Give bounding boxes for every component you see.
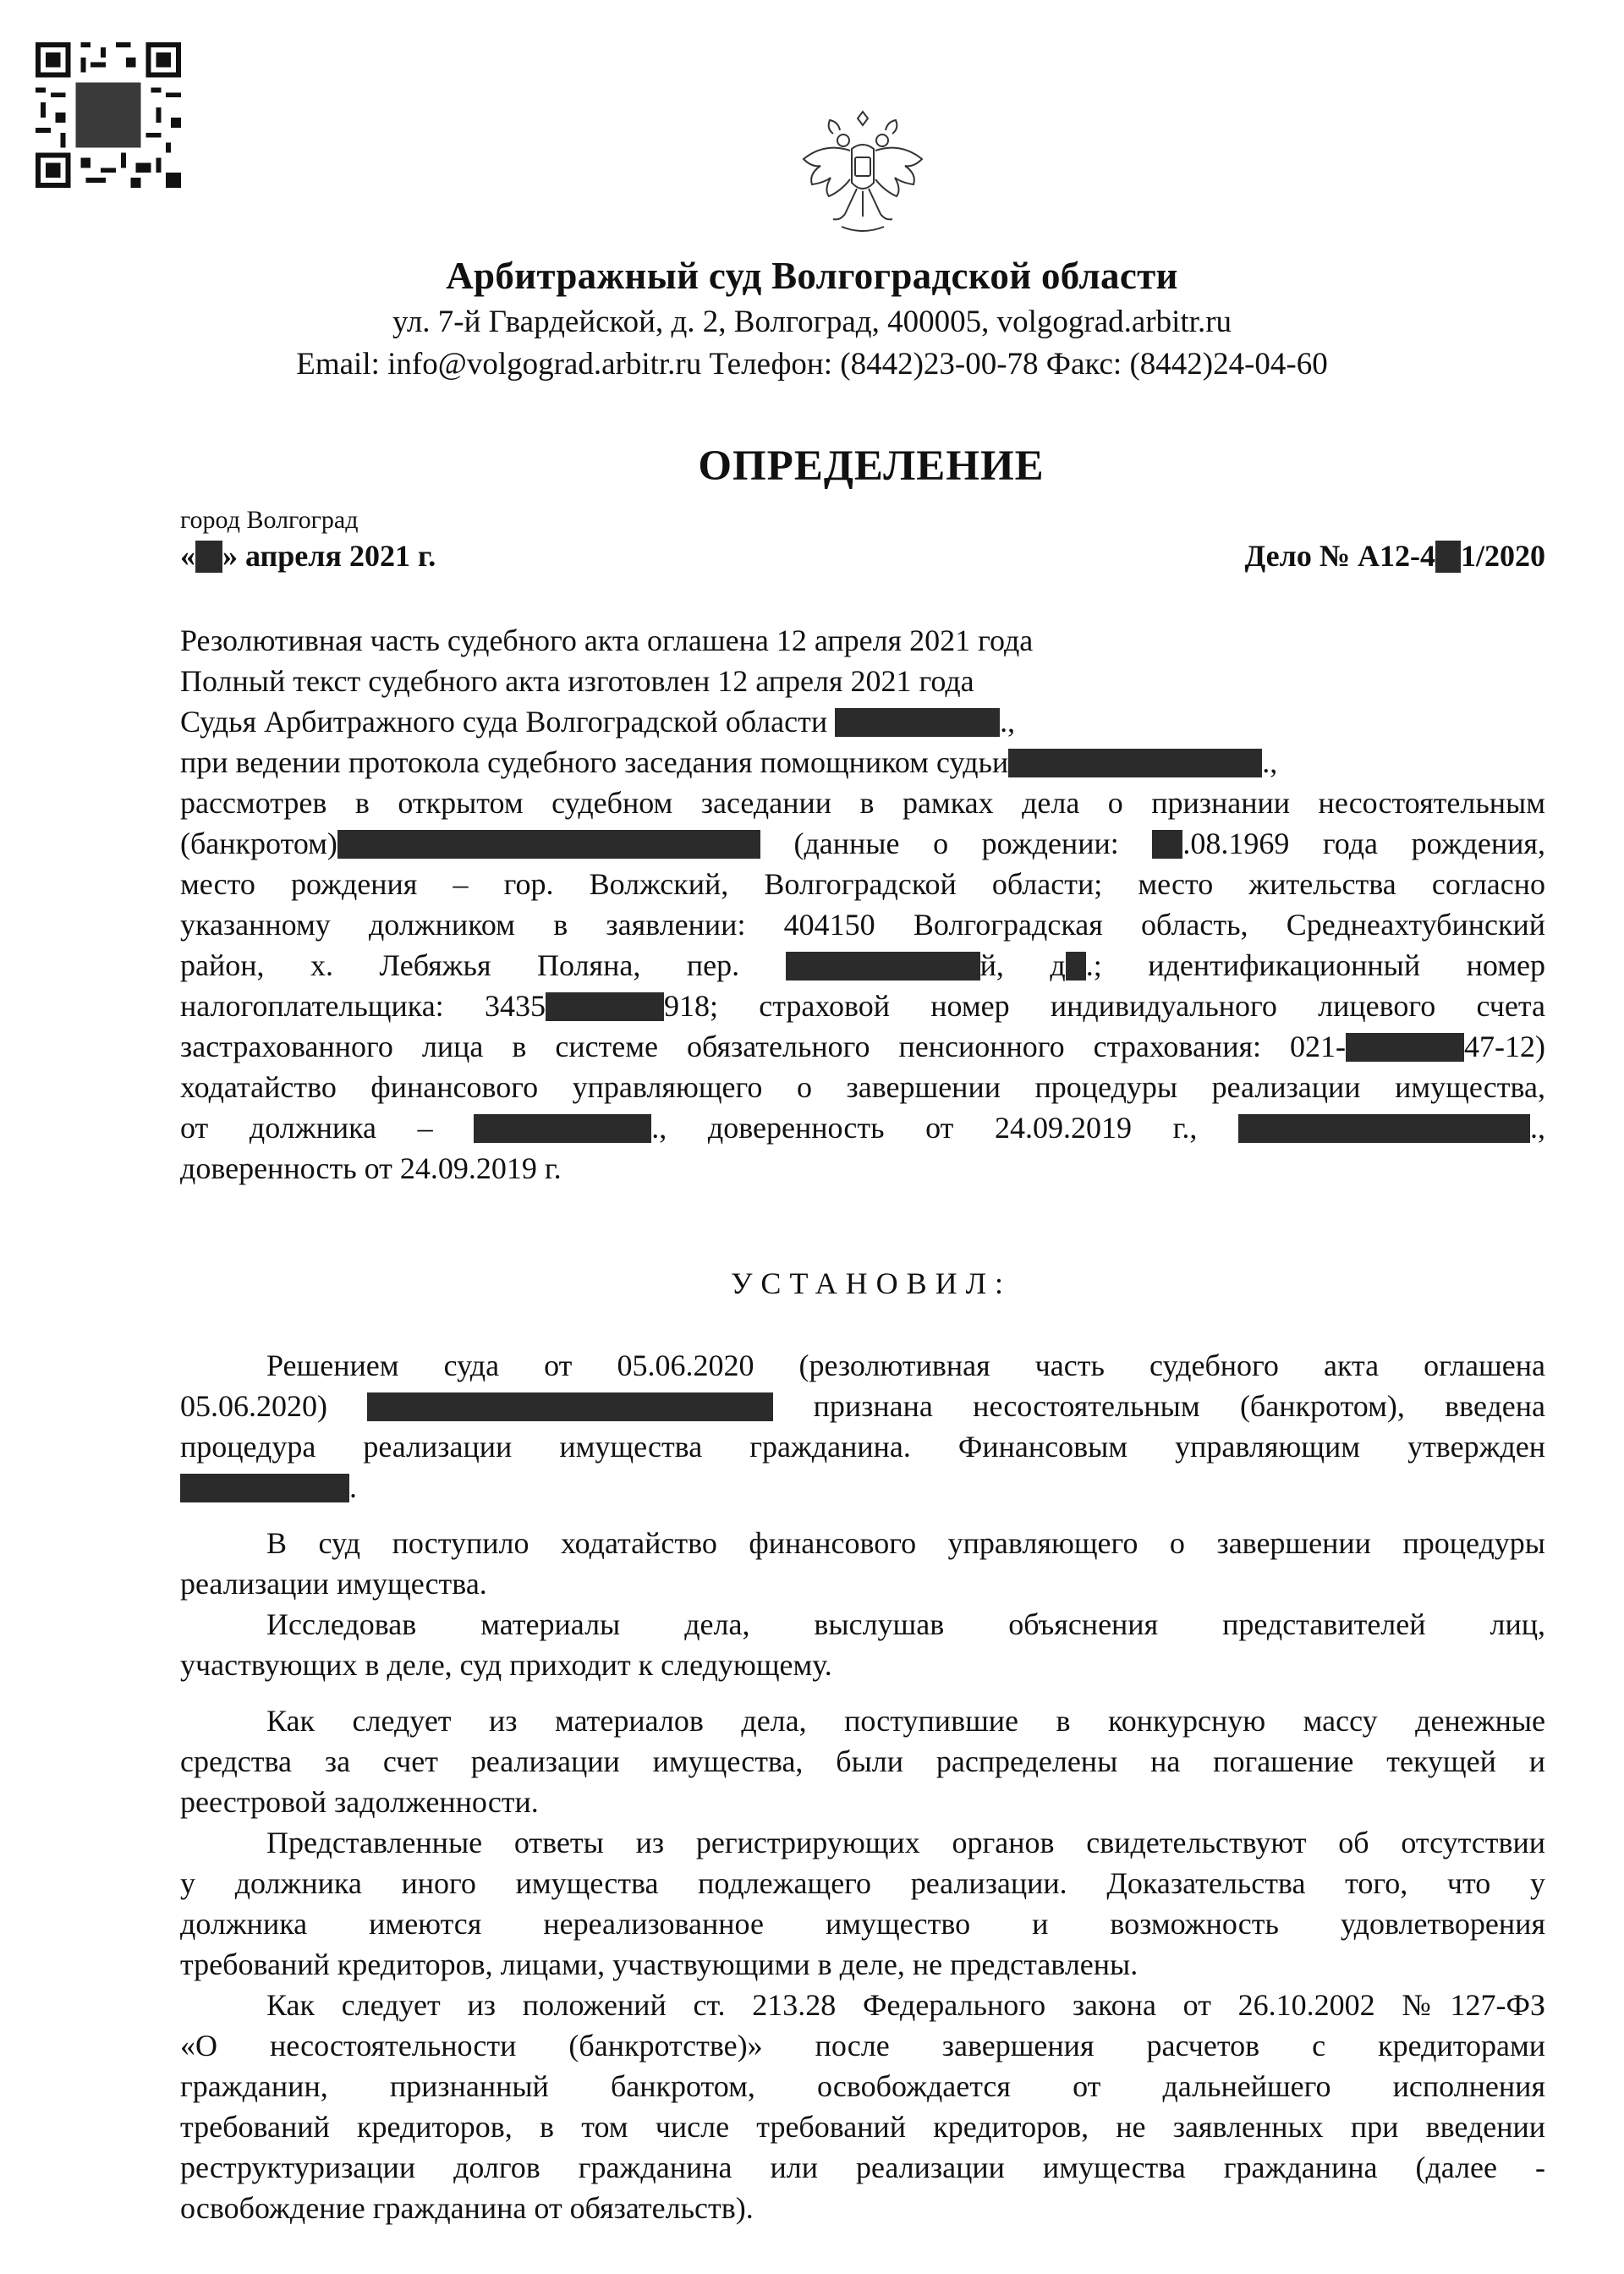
- body-line: Исследовав материалы дела, выслушав объяснения представителей лиц,: [266, 1607, 1545, 1641]
- intro-line: место рождения – гор. Волжский, Волгоградской области; место жительства согласно: [180, 867, 1545, 901]
- body-line: реализации имущества.: [180, 1567, 487, 1601]
- date-case-row: [180, 538, 1545, 580]
- body-line: Как следует из материалов дела, поступившие в конкурсную массу денежные: [266, 1704, 1545, 1738]
- body-line: Представленные ответы из регистрирующих органов свидетельствуют об отсутствии: [266, 1826, 1545, 1859]
- redaction-block: [1066, 952, 1086, 980]
- court-address: ул. 7-й Гвардейской, д. 2, Волгоград, 400005, volgograd.arbitr.ru: [392, 305, 1232, 339]
- intro-line: указанному должником в заявлении: 404150 Волгоградская область, Среднеахтубинский: [180, 908, 1545, 942]
- redaction-block: [180, 1474, 349, 1502]
- body-line: 05.06.2020) признана несостоятельным (банкротом), введена: [180, 1389, 1545, 1423]
- intro-block: [180, 620, 1545, 1189]
- redaction-block: [474, 1114, 651, 1143]
- redaction-block: [195, 541, 222, 573]
- redaction-block: [1346, 1033, 1464, 1062]
- redaction-block: [546, 992, 664, 1021]
- redaction-block: [1238, 1114, 1530, 1143]
- body-block: [180, 1345, 1545, 2228]
- intro-line: ходатайство финансового управляющего о завершении процедуры реализации имущества,: [180, 1070, 1545, 1104]
- body-line: Как следует из положений ст. 213.28 Федерального закона от 26.10.2002 №127-ФЗ: [266, 1988, 1545, 2022]
- redaction-block: [786, 952, 980, 980]
- redaction-block: [1152, 830, 1182, 859]
- redaction-block: [367, 1392, 773, 1421]
- city: город Волгоград: [180, 506, 359, 534]
- body-line: реструктуризации долгов гражданина или реализации имущества гражданина (далее -: [180, 2150, 1545, 2184]
- intro-line: Полный текст судебного акта изготовлен 12 апреля 2021 года: [180, 664, 974, 698]
- redaction-block: [1008, 749, 1262, 777]
- court-header: [0, 250, 1624, 386]
- decision-date: « » апреля 2021 г.: [180, 539, 436, 573]
- intro-line: от должника – ., доверенность от 24.09.2019 г., .,: [180, 1111, 1545, 1145]
- body-line: «О несостоятельности (банкротстве)» после завершения расчетов с кредиторами: [180, 2029, 1545, 2063]
- document-title: ОПРЕДЕЛЕНИЕ: [698, 442, 1045, 490]
- redaction-block: [835, 708, 1000, 737]
- body-line: требований кредиторов, лицами, участвующими в деле, не представлены.: [180, 1947, 1138, 1981]
- body-line: средства за счет реализации имущества, были распределены на погашение текущей и: [180, 1744, 1545, 1778]
- body-line: гражданин, признанный банкротом, освобождается от дальнейшего исполнения: [180, 2069, 1545, 2103]
- intro-line: доверенность от 24.09.2019 г.: [180, 1151, 562, 1185]
- court-contacts: Email: info@volgograd.arbitr.ru Телефон: (8442)23-00-78 Факс: (8442)24-04-60: [296, 347, 1328, 382]
- body-line: В суд поступило ходатайство финансового управляющего о завершении процедуры: [266, 1526, 1545, 1560]
- body-line: освобождение гражданина от обязательств).: [180, 2191, 754, 2225]
- body-line: Решением суда от 05.06.2020 (резолютивная часть судебного акта оглашена: [266, 1348, 1545, 1382]
- intro-line: Резолютивная часть судебного акта оглашена 12 апреля 2021 года: [180, 623, 1034, 657]
- intro-line: район, х. Лебяжья Поляна, пер. й, д .; идентификационный номер: [180, 948, 1545, 982]
- intro-line: налогоплательщика: 3435 918; страховой номер индивидуального лицевого счета: [180, 989, 1545, 1023]
- body-line: реестровой задолженности.: [180, 1785, 539, 1819]
- section-title: УСТАНОВИЛ:: [730, 1266, 1012, 1300]
- body-line: участвующих в деле, суд приходит к следующему.: [180, 1648, 832, 1682]
- intro-line: рассмотрев в открытом судебном заседании в рамках дела о признании несостоятельным: [180, 786, 1545, 820]
- body-line: требований кредиторов, в том числе требований кредиторов, не заявленных при введении: [180, 2110, 1545, 2144]
- court-name: Арбитражный суд Волгоградской области: [446, 255, 1178, 297]
- body-line: должника имеются нереализованное имущество и возможность удовлетворения: [180, 1907, 1545, 1941]
- redaction-block: [1435, 541, 1461, 573]
- coat-of-arms-emblem: [791, 108, 935, 244]
- qr-code: [36, 42, 181, 188]
- intro-line: при ведении протокола судебного заседания помощником судьи .,: [180, 745, 1278, 779]
- intro-line: Судья Арбитражного суда Волгоградской области .,: [180, 705, 1016, 739]
- redaction-block: [337, 830, 760, 859]
- body-line: у должника иного имущества подлежащего реализации. Доказательства того, что у: [180, 1866, 1545, 1900]
- case-number: Дело № А12-4 1/2020: [1244, 539, 1545, 573]
- intro-line: застрахованного лица в системе обязательного пенсионного страхования: 021- 47-12): [180, 1030, 1545, 1063]
- intro-line: (банкротом) (данные о рождении: .08.1969 года рождения,: [180, 827, 1545, 860]
- body-line: .: [180, 1467, 1545, 1508]
- body-line: процедура реализации имущества гражданина. Финансовым управляющим утвержден: [180, 1430, 1545, 1464]
